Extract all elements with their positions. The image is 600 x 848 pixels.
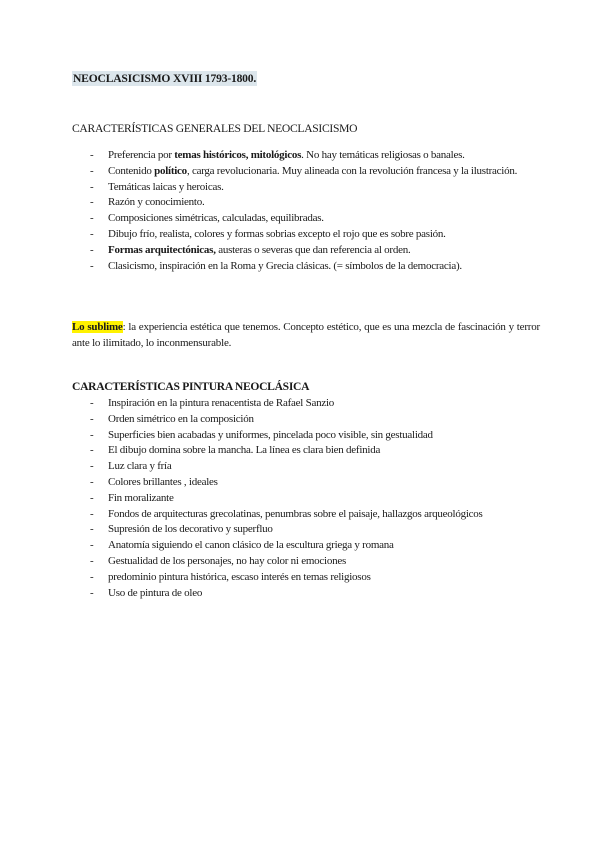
dash-bullet: - [90,554,94,567]
list-item: - Luz clara y fría [90,459,540,475]
list-item: - El dibujo domina sobre la mancha. La línea es clara bien definida [90,443,540,459]
section-heading-painting: CARACTERÍSTICAS PINTURA NEOCLÁSICA [72,380,310,393]
dash-bullet: - [90,412,94,425]
list-item: - Anatomía siguiendo el canon clásico de la escultura griega y romana [90,538,540,554]
list-item: - Preferencia por temas históricos, mitológicos. No hay temáticas religiosas o banales. [90,148,540,164]
list-item: - Inspiración en la pintura renacentista de Rafael Sanzio [90,396,540,412]
general-characteristics-list [90,148,540,274]
section-heading-general: CARACTERÍSTICAS GENERALES DEL NEOCLASICISMO [72,122,358,135]
list-item: - Orden simétrico en la composición [90,412,540,428]
list-item: - Superficies bien acabadas y uniformes, pincelada poco visible, sin gestualidad [90,428,540,444]
list-item: - Uso de pintura de oleo [90,586,540,602]
dash-bullet: - [90,539,94,552]
dash-bullet: - [90,227,94,240]
dash-bullet: - [90,523,94,536]
dash-bullet: - [90,397,94,409]
list-item: - Gestualidad de los personajes, no hay color ni emociones [90,554,540,570]
dash-bullet: - [90,570,94,583]
dash-bullet: - [90,212,94,225]
list-item: - Contenido político, carga revolucionaria. Muy alineada con la revolución francesa y la ilustración. [90,164,540,180]
dash-bullet: - [90,491,94,504]
dash-bullet: - [90,475,94,488]
list-item: - Fin moralizante [90,491,540,507]
sublime-highlight: Lo sublime [72,321,123,333]
dash-bullet: - [90,164,94,177]
dash-bullet: - [90,243,94,256]
sublime-paragraph: Lo sublime: la experiencia estética que tenemos. Concepto estético, que es una mezcla de fascinación y terror ante lo ilimitado, lo inconmensurable. [72,321,541,349]
list-item: - predominio pintura histórica, escaso interés en temas religiosos [90,570,540,586]
dash-bullet: - [90,428,94,441]
list-item: - Supresión de los decorativo y superfluo [90,522,540,538]
dash-bullet: - [90,586,94,599]
document-title: NEOCLASICISMO XVIII 1793-1800. [73,72,257,85]
dash-bullet: - [90,196,94,209]
list-item: - Dibujo frío, realista, colores y formas sobrias excepto el rojo que es sobre pasión. [90,227,540,243]
list-item: - Formas arquitectónicas, austeras o severas que dan referencia al orden. [90,243,540,259]
list-item: - Colores brillantes , ideales [90,475,540,491]
dash-bullet: - [90,507,94,520]
dash-bullet: - [90,180,94,193]
list-item: - Fondos de arquitecturas grecolatinas, penumbras sobre el paisaje, hallazgos arqueológicos [90,507,540,523]
painting-characteristics-list [90,396,540,601]
list-item: - Razón y conocimiento. [90,195,540,211]
list-item: - Composiciones simétricas, calculadas, equilibradas. [90,211,540,227]
dash-bullet: - [90,259,94,272]
dash-bullet: - [90,444,94,457]
list-item: - Clasicismo, inspiración en la Roma y Grecia clásicas. (= símbolos de la democracia). [90,259,468,275]
dash-bullet: - [90,460,94,473]
list-item: - Temáticas laicas y heroicas. [90,180,540,196]
dash-bullet: - [90,149,94,161]
